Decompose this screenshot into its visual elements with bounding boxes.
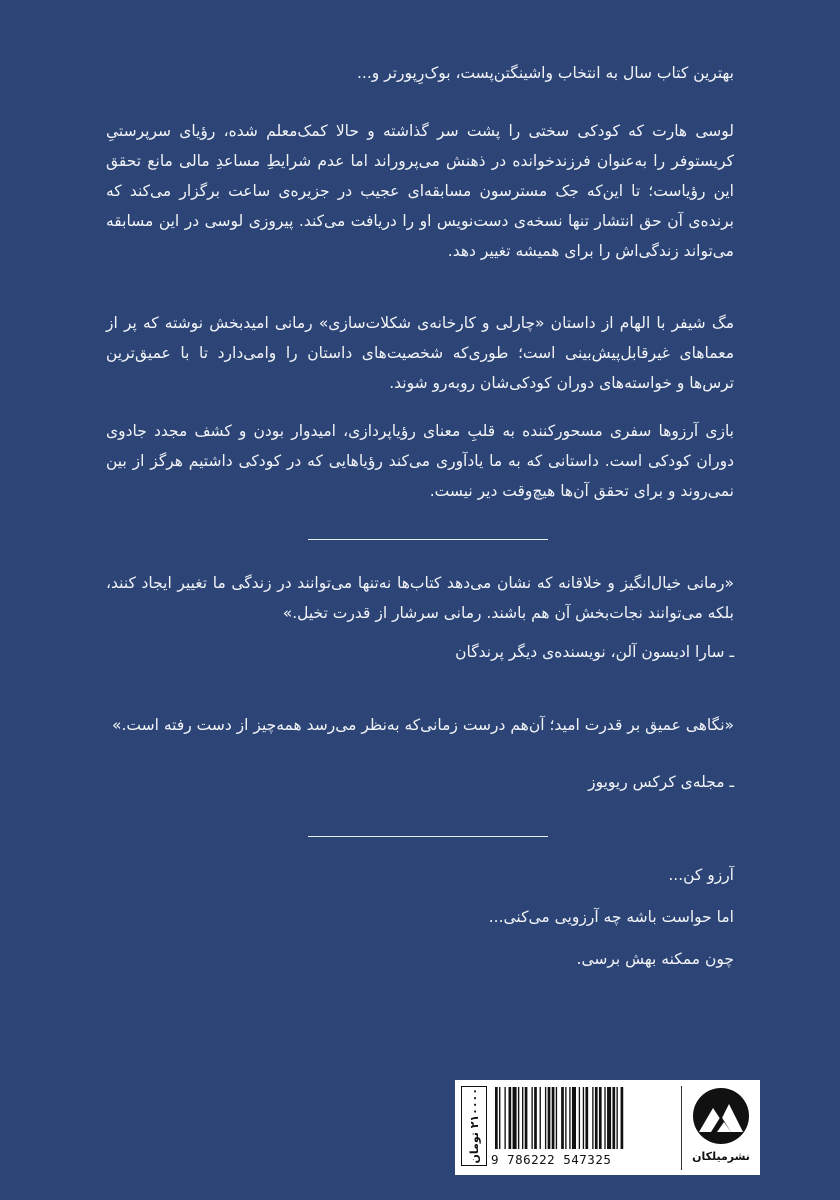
review-attribution-2 [106,767,734,797]
closing-line-3: چون ممکنه بهش برسی. [576,950,734,968]
mountain-logo-icon [691,1086,751,1148]
attribution-text: ـ مجله‌ی کرکس ریویوز [588,773,734,791]
paragraph-text: مگ شیفر با الهام از داستان «چارلی و کارخانه‌ی شکلات‌سازی» رمانی امیدبخش نوشته که پر از معماهای غیرقابل‌پیش‌بینی است؛ طوری‌که شخصیت‌های داستان را وامی‌دارد تا با عمیق‌ترین ترس‌ها و خواسته‌های دوران کودکی‌شان روبه‌رو شوند. [106,314,734,392]
paragraph-text: بازی آرزوها سفری مسحورکننده به قلبِ معنای رؤیاپردازی، امیدوار بودن و کشف مجدد جادوی دوران کودکی است. داستانی که به ما یادآوری می‌کند رؤیاهایی که در کودکی داشتیم هرگز از بین نمی‌روند و برای تحقق آن‌ها هیچ‌وقت دیر نیست. [106,422,734,500]
divider [308,539,548,540]
synopsis-paragraph-3 [106,416,734,506]
publisher-name: نشرمیلکان [692,1150,750,1163]
paragraph-text: لوسی هارت که کودکی سختی را پشت سر گذاشته و حالا کمک‌معلم شده، رؤیای سرپرستیِ کریستوفر را به‌عنوان فرزندخوانده در ذهنش می‌پروراند اما عدم شرایطِ مساعدِ مالی مانع تحقق این رؤیاست؛ تا این‌که جک مسترسون مسابقه‌ای عجیب در جزیره‌ی ساعت برگزار می‌کند که برنده‌ی آن حق انتشار تنها نسخه‌ی دست‌نویس او را دریافت می‌کند. پیروزی لوسی در این مسابقه می‌تواند زندگی‌اش را برای همیشه تغییر دهد. [106,122,734,260]
review-attribution-1 [106,637,734,667]
barcode-box [455,1080,760,1175]
attribution-text: ـ سارا ادیسون آلن، نویسنده‌ی دیگر پرندگان [455,643,734,661]
isbn-number: 9 786222 547325 [491,1152,612,1167]
tagline-text: بهترین کتاب سال به انتخاب واشینگتن‌پست، بوک‌رِپورتر و... [356,64,734,82]
tagline [106,58,734,88]
closing-line-1: آرزو کن... [668,866,734,884]
divider [681,1086,682,1170]
synopsis-paragraph-2 [106,308,734,398]
divider [308,836,548,837]
review-quote-1 [106,568,734,628]
quote-text: «نگاهی عمیق بر قدرت امید؛ آن‌هم درست زمانی‌که به‌نظر می‌رسد همه‌چیز از دست رفته است.» [111,716,734,734]
price-label [461,1086,487,1166]
review-quote-2 [106,710,734,740]
closing-line-2: اما حواست باشه چه آرزویی می‌کنی... [488,908,734,926]
synopsis-paragraph-1 [106,116,734,266]
barcode-icon [493,1087,673,1149]
price-text: ۲۱۰۰۰۰ تومان [467,1088,481,1164]
publisher-logo [687,1086,755,1170]
quote-text: «رمانی خیال‌انگیز و خلاقانه که نشان می‌دهد کتاب‌ها نه‌تنها می‌توانند در زندگی ما تغییر ایجاد کنند، بلکه می‌توانند نجات‌بخش آن هم باشند. رمانی سرشار از قدرت تخیل.» [106,574,734,622]
